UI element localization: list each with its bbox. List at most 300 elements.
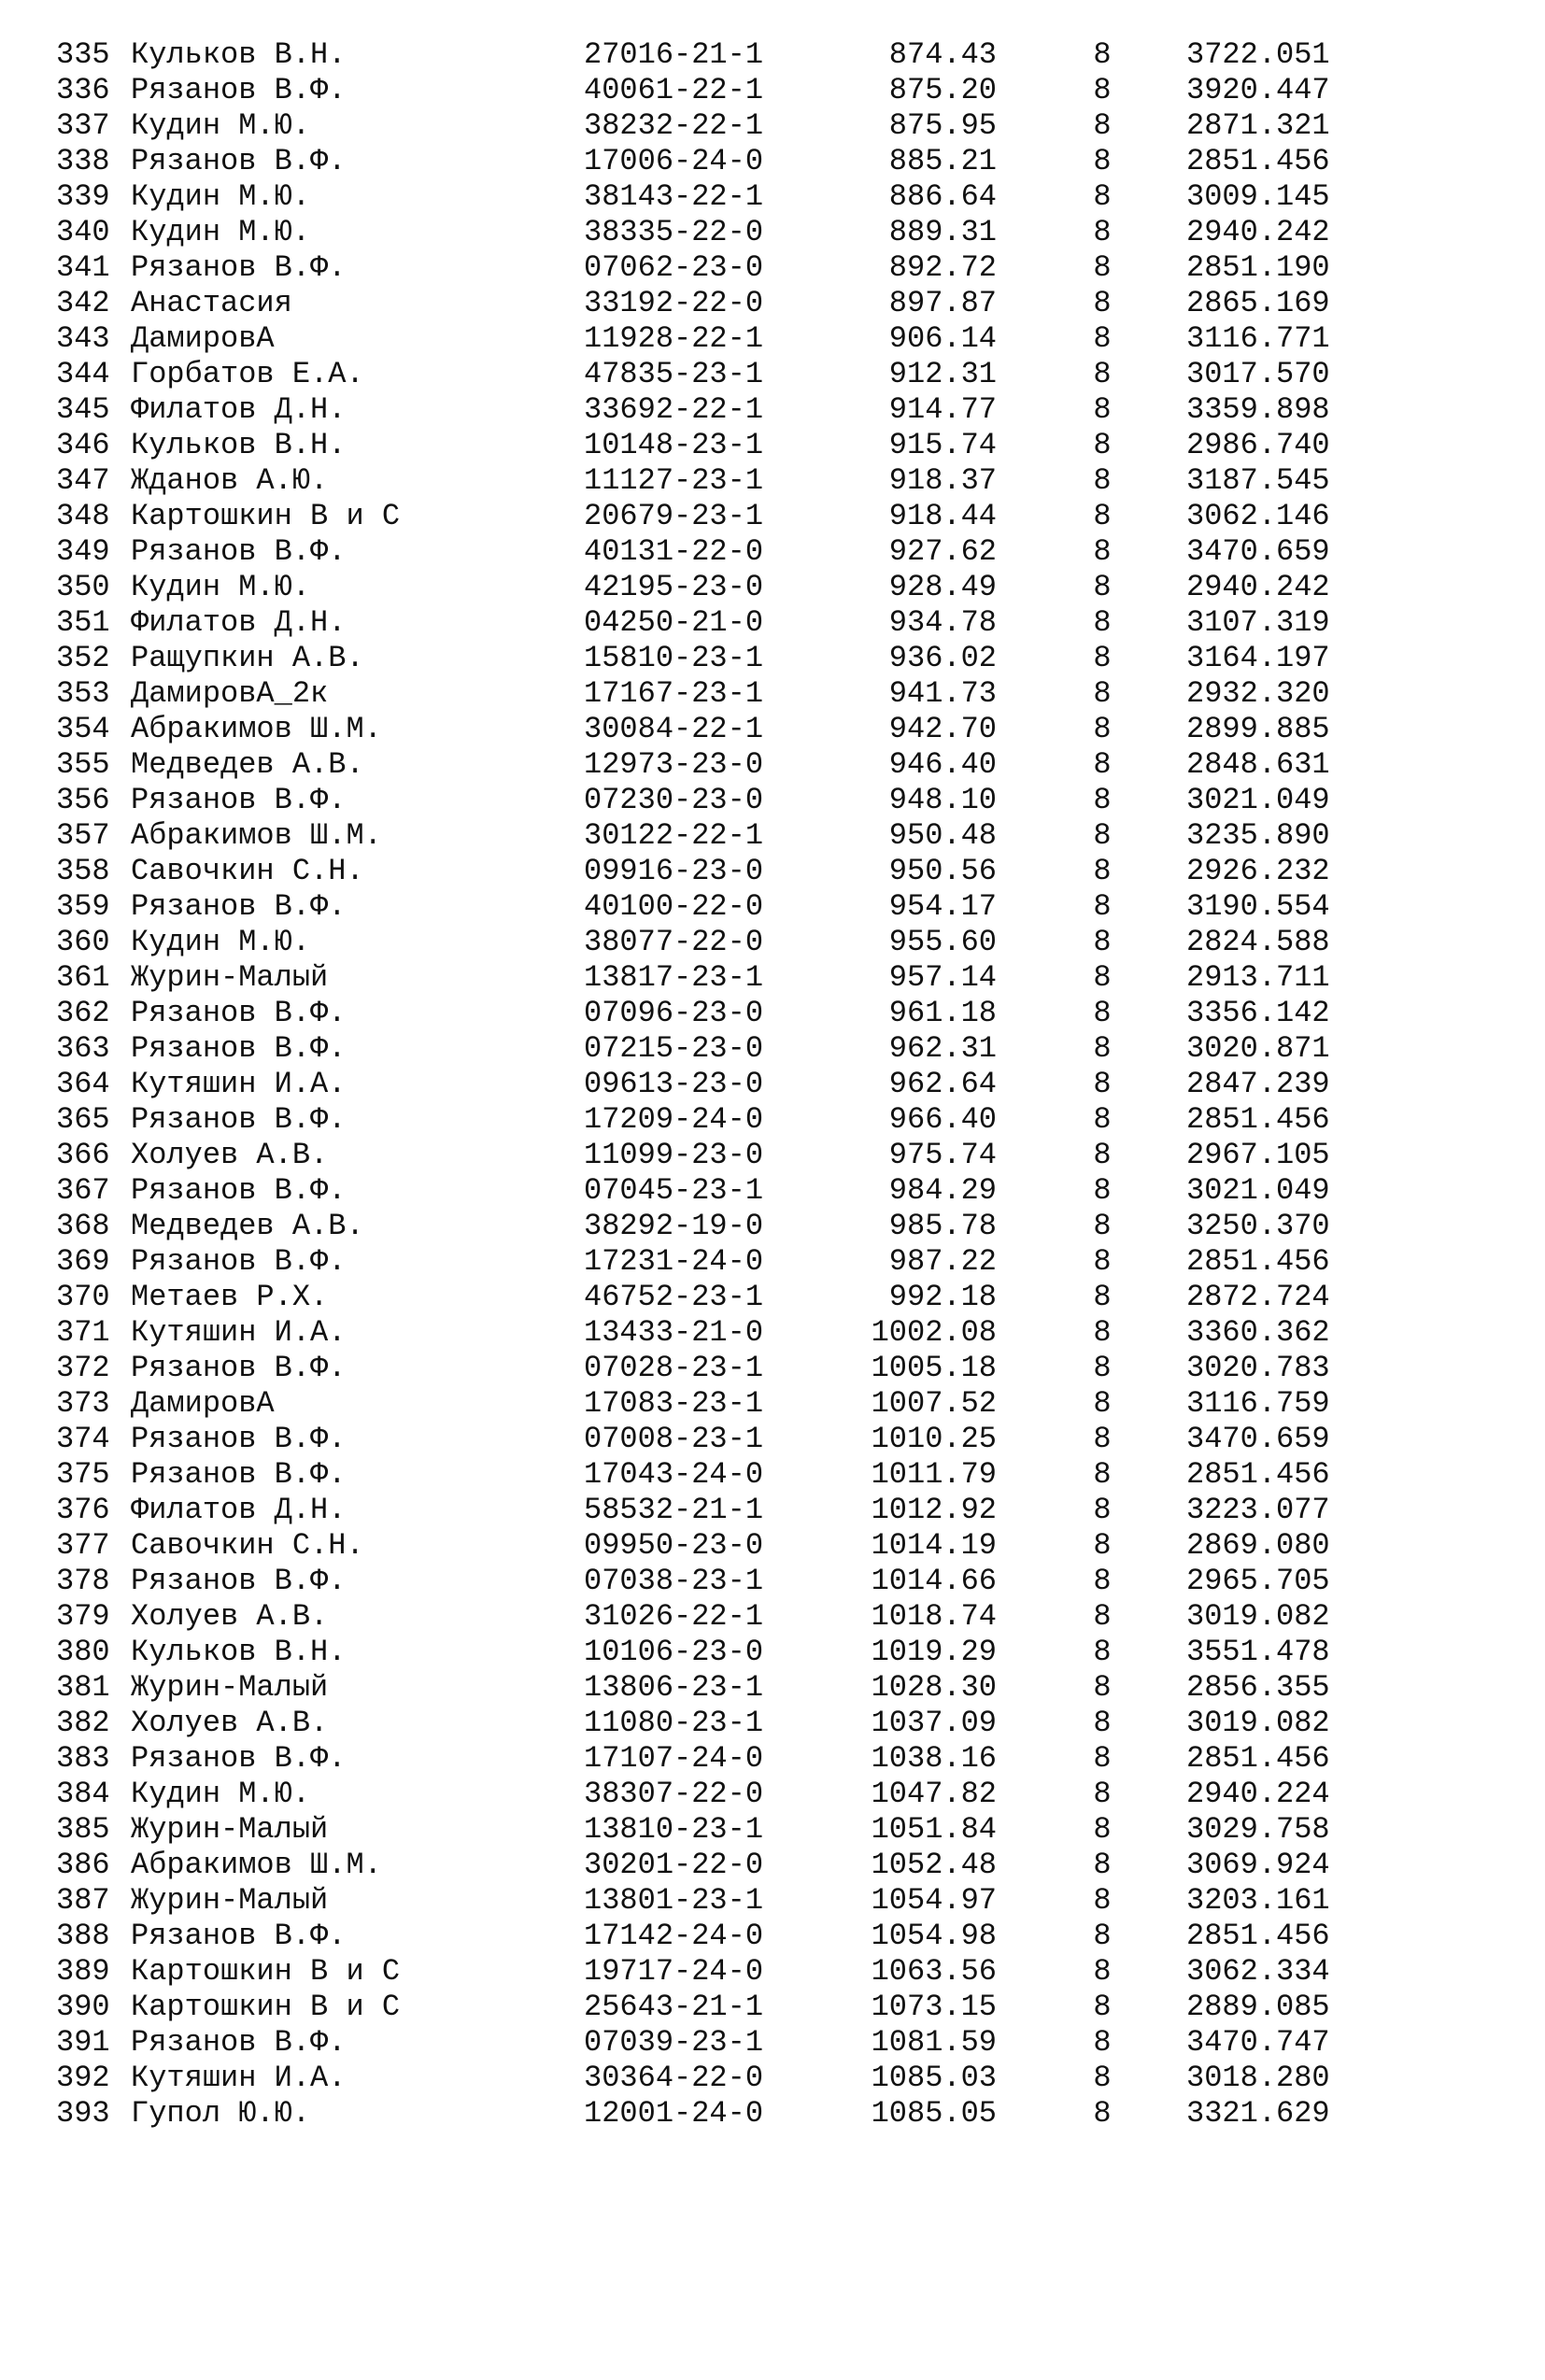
entry-code: 30364-22-0 — [584, 2061, 764, 2095]
row-number: 337 — [56, 108, 110, 143]
result-value: 1081.59 — [871, 2025, 997, 2060]
score-value: 3029.758 — [1186, 1812, 1330, 1847]
score-value: 3223.077 — [1186, 1493, 1330, 1527]
participant-name: Анастасия — [131, 286, 292, 320]
result-value: 966.40 — [888, 1102, 997, 1137]
entry-code: 11080-23-1 — [584, 1706, 764, 1740]
result-value: 1085.05 — [871, 2096, 997, 2131]
entry-code: 40100-22-0 — [584, 889, 764, 924]
table-row — [0, 392, 1545, 428]
score-value: 3020.871 — [1186, 1031, 1330, 1066]
row-number: 371 — [56, 1315, 110, 1350]
entry-code: 20679-23-1 — [584, 499, 764, 533]
row-number: 384 — [56, 1777, 110, 1811]
entry-code: 58532-21-1 — [584, 1493, 764, 1527]
table-row — [0, 783, 1545, 818]
entry-code: 38335-22-0 — [584, 215, 764, 249]
score-value: 3020.783 — [1186, 1351, 1330, 1385]
score-value: 3019.082 — [1186, 1599, 1330, 1634]
result-value: 912.31 — [888, 357, 997, 391]
score-value: 2851.456 — [1186, 1244, 1330, 1279]
table-row — [0, 534, 1545, 570]
result-value: 915.74 — [888, 428, 997, 462]
table-row — [0, 1670, 1545, 1706]
row-number: 393 — [56, 2096, 110, 2131]
class-value: 8 — [1093, 747, 1112, 782]
entry-code: 07096-23-0 — [584, 996, 764, 1030]
result-value: 961.18 — [888, 996, 997, 1030]
table-row — [0, 854, 1545, 889]
participant-name: Журин-Малый — [131, 960, 329, 995]
result-value: 950.56 — [888, 854, 997, 888]
row-number: 390 — [56, 1990, 110, 2024]
class-value: 8 — [1093, 1741, 1112, 1776]
participant-name: Горбатов Е.А. — [131, 357, 364, 391]
score-value: 2851.190 — [1186, 250, 1330, 285]
score-value: 3069.924 — [1186, 1848, 1330, 1882]
row-number: 349 — [56, 534, 110, 569]
result-value: 1010.25 — [871, 1422, 997, 1456]
table-row — [0, 108, 1545, 144]
table-row — [0, 712, 1545, 747]
entry-code: 07045-23-1 — [584, 1173, 764, 1208]
score-value: 3021.049 — [1186, 783, 1330, 817]
score-value: 3235.890 — [1186, 818, 1330, 853]
row-number: 365 — [56, 1102, 110, 1137]
entry-code: 40061-22-1 — [584, 73, 764, 107]
entry-code: 38292-19-0 — [584, 1209, 764, 1243]
class-value: 8 — [1093, 392, 1112, 427]
row-number: 348 — [56, 499, 110, 533]
result-value: 875.95 — [888, 108, 997, 143]
participant-name: ДамировА_2к — [131, 676, 329, 711]
row-number: 389 — [56, 1954, 110, 1989]
table-row — [0, 144, 1545, 179]
score-value: 3356.142 — [1186, 996, 1330, 1030]
row-number: 369 — [56, 1244, 110, 1279]
score-value: 2986.740 — [1186, 428, 1330, 462]
row-number: 350 — [56, 570, 110, 604]
row-number: 343 — [56, 321, 110, 356]
class-value: 8 — [1093, 960, 1112, 995]
row-number: 338 — [56, 144, 110, 178]
class-value: 8 — [1093, 676, 1112, 711]
row-number: 344 — [56, 357, 110, 391]
row-number: 382 — [56, 1706, 110, 1740]
participant-name: Филатов Д.Н. — [131, 605, 347, 640]
entry-code: 17142-24-0 — [584, 1919, 764, 1953]
class-value: 8 — [1093, 1351, 1112, 1385]
class-value: 8 — [1093, 2061, 1112, 2095]
class-value: 8 — [1093, 818, 1112, 853]
participant-name: Филатов Д.Н. — [131, 392, 347, 427]
table-row — [0, 1919, 1545, 1954]
table-row — [0, 1599, 1545, 1635]
participant-name: Кудин М.Ю. — [131, 925, 311, 959]
entry-code: 47835-23-1 — [584, 357, 764, 391]
class-value: 8 — [1093, 1670, 1112, 1705]
result-value: 962.31 — [888, 1031, 997, 1066]
result-value: 957.14 — [888, 960, 997, 995]
table-row — [0, 1173, 1545, 1209]
score-value: 3470.659 — [1186, 534, 1330, 569]
row-number: 388 — [56, 1919, 110, 1953]
score-value: 3321.629 — [1186, 2096, 1330, 2131]
table-row — [0, 2096, 1545, 2132]
entry-code: 19717-24-0 — [584, 1954, 764, 1989]
class-value: 8 — [1093, 428, 1112, 462]
table-row — [0, 925, 1545, 960]
participant-name: Рязанов В.Ф. — [131, 1102, 347, 1137]
result-value: 1038.16 — [871, 1741, 997, 1776]
participant-name: Холуев А.В. — [131, 1138, 329, 1172]
score-value: 3551.478 — [1186, 1635, 1330, 1669]
table-row — [0, 818, 1545, 854]
result-value: 1054.97 — [871, 1883, 997, 1918]
result-value: 975.74 — [888, 1138, 997, 1172]
entry-code: 13801-23-1 — [584, 1883, 764, 1918]
entry-code: 38232-22-1 — [584, 108, 764, 143]
row-number: 345 — [56, 392, 110, 427]
entry-code: 31026-22-1 — [584, 1599, 764, 1634]
table-row — [0, 996, 1545, 1031]
participant-name: Кутяшин И.А. — [131, 1315, 347, 1350]
table-row — [0, 605, 1545, 641]
row-number: 368 — [56, 1209, 110, 1243]
participant-name: Метаев Р.Х. — [131, 1280, 329, 1314]
row-number: 346 — [56, 428, 110, 462]
class-value: 8 — [1093, 73, 1112, 107]
row-number: 357 — [56, 818, 110, 853]
result-value: 885.21 — [888, 144, 997, 178]
table-row — [0, 1883, 1545, 1919]
score-value: 3250.370 — [1186, 1209, 1330, 1243]
result-value: 987.22 — [888, 1244, 997, 1279]
table-row — [0, 1422, 1545, 1457]
table-row — [0, 463, 1545, 499]
entry-code: 33692-22-1 — [584, 392, 764, 427]
class-value: 8 — [1093, 144, 1112, 178]
class-value: 8 — [1093, 1102, 1112, 1137]
row-number: 352 — [56, 641, 110, 675]
participant-name: Рязанов В.Ф. — [131, 1564, 347, 1598]
score-value: 3359.898 — [1186, 392, 1330, 427]
score-value: 3018.280 — [1186, 2061, 1330, 2095]
score-value: 3187.545 — [1186, 463, 1330, 498]
participant-name: Журин-Малый — [131, 1670, 329, 1705]
participant-name: Рязанов В.Ф. — [131, 534, 347, 569]
class-value: 8 — [1093, 1564, 1112, 1598]
class-value: 8 — [1093, 1848, 1112, 1882]
score-value: 3722.051 — [1186, 37, 1330, 72]
class-value: 8 — [1093, 2025, 1112, 2060]
result-value: 1014.66 — [871, 1564, 997, 1598]
entry-code: 17107-24-0 — [584, 1741, 764, 1776]
table-row — [0, 1031, 1545, 1067]
participant-name: Рязанов В.Ф. — [131, 996, 347, 1030]
participant-name: Рязанов В.Ф. — [131, 2025, 347, 2060]
participant-name: Медведев А.В. — [131, 1209, 364, 1243]
result-value: 1018.74 — [871, 1599, 997, 1634]
row-number: 361 — [56, 960, 110, 995]
results-list — [0, 37, 1545, 2132]
participant-name: Кульков В.Н. — [131, 1635, 347, 1669]
table-row — [0, 1635, 1545, 1670]
row-number: 335 — [56, 37, 110, 72]
result-value: 1085.03 — [871, 2061, 997, 2095]
row-number: 392 — [56, 2061, 110, 2095]
table-row — [0, 889, 1545, 925]
entry-code: 04250-21-0 — [584, 605, 764, 640]
table-row — [0, 1351, 1545, 1386]
result-value: 934.78 — [888, 605, 997, 640]
table-row — [0, 1493, 1545, 1528]
score-value: 2848.631 — [1186, 747, 1330, 782]
row-number: 354 — [56, 712, 110, 746]
score-value: 2967.105 — [1186, 1138, 1330, 1172]
class-value: 8 — [1093, 215, 1112, 249]
row-number: 341 — [56, 250, 110, 285]
result-value: 889.31 — [888, 215, 997, 249]
score-value: 3203.161 — [1186, 1883, 1330, 1918]
result-value: 941.73 — [888, 676, 997, 711]
row-number: 367 — [56, 1173, 110, 1208]
score-value: 2851.456 — [1186, 1102, 1330, 1137]
entry-code: 17231-24-0 — [584, 1244, 764, 1279]
result-value: 1052.48 — [871, 1848, 997, 1882]
class-value: 8 — [1093, 499, 1112, 533]
row-number: 355 — [56, 747, 110, 782]
row-number: 351 — [56, 605, 110, 640]
result-value: 874.43 — [888, 37, 997, 72]
class-value: 8 — [1093, 1457, 1112, 1492]
table-row — [0, 641, 1545, 676]
result-value: 1073.15 — [871, 1990, 997, 2024]
result-value: 928.49 — [888, 570, 997, 604]
participant-name: Картошкин В и С — [131, 1990, 401, 2024]
row-number: 383 — [56, 1741, 110, 1776]
table-row — [0, 747, 1545, 783]
table-row — [0, 1528, 1545, 1564]
row-number: 356 — [56, 783, 110, 817]
score-value: 2872.724 — [1186, 1280, 1330, 1314]
entry-code: 09950-23-0 — [584, 1528, 764, 1563]
table-row — [0, 1386, 1545, 1422]
participant-name: Жданов А.Ю. — [131, 463, 329, 498]
result-value: 897.87 — [888, 286, 997, 320]
score-value: 2889.085 — [1186, 1990, 1330, 2024]
class-value: 8 — [1093, 854, 1112, 888]
score-value: 2851.456 — [1186, 1457, 1330, 1492]
score-value: 3116.759 — [1186, 1386, 1330, 1421]
table-row — [0, 37, 1545, 73]
class-value: 8 — [1093, 570, 1112, 604]
result-value: 1037.09 — [871, 1706, 997, 1740]
result-value: 942.70 — [888, 712, 997, 746]
participant-name: Рязанов В.Ф. — [131, 144, 347, 178]
result-value: 1002.08 — [871, 1315, 997, 1350]
participant-name: Гупол Ю.Ю. — [131, 2096, 311, 2131]
class-value: 8 — [1093, 37, 1112, 72]
class-value: 8 — [1093, 1209, 1112, 1243]
score-value: 3164.197 — [1186, 641, 1330, 675]
row-number: 358 — [56, 854, 110, 888]
participant-name: Кудин М.Ю. — [131, 215, 311, 249]
entry-code: 15810-23-1 — [584, 641, 764, 675]
table-row — [0, 1280, 1545, 1315]
participant-name: Рязанов В.Ф. — [131, 250, 347, 285]
participant-name: Рязанов В.Ф. — [131, 889, 347, 924]
participant-name: Кудин М.Ю. — [131, 570, 311, 604]
score-value: 2865.169 — [1186, 286, 1330, 320]
table-row — [0, 286, 1545, 321]
row-number: 376 — [56, 1493, 110, 1527]
participant-name: Абракимов Ш.М. — [131, 818, 382, 853]
class-value: 8 — [1093, 1386, 1112, 1421]
participant-name: Рязанов В.Ф. — [131, 73, 347, 107]
score-value: 2871.321 — [1186, 108, 1330, 143]
score-value: 2940.224 — [1186, 1777, 1330, 1811]
participant-name: Филатов Д.Н. — [131, 1493, 347, 1527]
participant-name: Рязанов В.Ф. — [131, 783, 347, 817]
class-value: 8 — [1093, 286, 1112, 320]
result-value: 1012.92 — [871, 1493, 997, 1527]
class-value: 8 — [1093, 1315, 1112, 1350]
entry-code: 07039-23-1 — [584, 2025, 764, 2060]
table-row — [0, 1706, 1545, 1741]
result-value: 1011.79 — [871, 1457, 997, 1492]
table-row — [0, 250, 1545, 286]
result-value: 906.14 — [888, 321, 997, 356]
class-value: 8 — [1093, 321, 1112, 356]
participant-name: Савочкин С.Н. — [131, 1528, 364, 1563]
table-row — [0, 73, 1545, 108]
class-value: 8 — [1093, 534, 1112, 569]
result-value: 918.44 — [888, 499, 997, 533]
score-value: 3062.334 — [1186, 1954, 1330, 1989]
row-number: 339 — [56, 179, 110, 214]
entry-code: 12973-23-0 — [584, 747, 764, 782]
class-value: 8 — [1093, 1067, 1112, 1101]
participant-name: Ращупкин А.В. — [131, 641, 364, 675]
table-row — [0, 676, 1545, 712]
participant-name: Рязанов В.Ф. — [131, 1919, 347, 1953]
row-number: 360 — [56, 925, 110, 959]
entry-code: 07038-23-1 — [584, 1564, 764, 1598]
result-value: 892.72 — [888, 250, 997, 285]
class-value: 8 — [1093, 1990, 1112, 2024]
participant-name: Кульков В.Н. — [131, 37, 347, 72]
row-number: 364 — [56, 1067, 110, 1101]
entry-code: 10148-23-1 — [584, 428, 764, 462]
class-value: 8 — [1093, 2096, 1112, 2131]
participant-name: Рязанов В.Ф. — [131, 1351, 347, 1385]
score-value: 2926.232 — [1186, 854, 1330, 888]
class-value: 8 — [1093, 783, 1112, 817]
score-value: 2851.456 — [1186, 144, 1330, 178]
result-value: 1005.18 — [871, 1351, 997, 1385]
table-row — [0, 1741, 1545, 1777]
entry-code: 46752-23-1 — [584, 1280, 764, 1314]
entry-code: 30084-22-1 — [584, 712, 764, 746]
score-value: 3920.447 — [1186, 73, 1330, 107]
participant-name: Кутяшин И.А. — [131, 1067, 347, 1101]
entry-code: 42195-23-0 — [584, 570, 764, 604]
score-value: 2856.355 — [1186, 1670, 1330, 1705]
score-value: 2869.080 — [1186, 1528, 1330, 1563]
entry-code: 11928-22-1 — [584, 321, 764, 356]
entry-code: 17167-23-1 — [584, 676, 764, 711]
participant-name: Савочкин С.Н. — [131, 854, 364, 888]
score-value: 2940.242 — [1186, 215, 1330, 249]
row-number: 362 — [56, 996, 110, 1030]
entry-code: 07230-23-0 — [584, 783, 764, 817]
table-row — [0, 1848, 1545, 1883]
class-value: 8 — [1093, 179, 1112, 214]
score-value: 2940.242 — [1186, 570, 1330, 604]
score-value: 2965.705 — [1186, 1564, 1330, 1598]
class-value: 8 — [1093, 996, 1112, 1030]
table-row — [0, 428, 1545, 463]
row-number: 372 — [56, 1351, 110, 1385]
table-row — [0, 1812, 1545, 1848]
table-row — [0, 960, 1545, 996]
participant-name: Холуев А.В. — [131, 1599, 329, 1634]
table-row — [0, 1457, 1545, 1493]
entry-code: 09916-23-0 — [584, 854, 764, 888]
table-row — [0, 1244, 1545, 1280]
participant-name: Рязанов В.Ф. — [131, 1173, 347, 1208]
table-row — [0, 1067, 1545, 1102]
result-value: 914.77 — [888, 392, 997, 427]
class-value: 8 — [1093, 1954, 1112, 1989]
participant-name: Абракимов Ш.М. — [131, 712, 382, 746]
result-value: 1019.29 — [871, 1635, 997, 1669]
row-number: 359 — [56, 889, 110, 924]
row-number: 353 — [56, 676, 110, 711]
class-value: 8 — [1093, 1706, 1112, 1740]
entry-code: 07062-23-0 — [584, 250, 764, 285]
entry-code: 07008-23-1 — [584, 1422, 764, 1456]
row-number: 391 — [56, 2025, 110, 2060]
row-number: 385 — [56, 1812, 110, 1847]
result-value: 954.17 — [888, 889, 997, 924]
table-row — [0, 1209, 1545, 1244]
result-value: 985.78 — [888, 1209, 997, 1243]
class-value: 8 — [1093, 108, 1112, 143]
result-value: 936.02 — [888, 641, 997, 675]
row-number: 370 — [56, 1280, 110, 1314]
class-value: 8 — [1093, 605, 1112, 640]
participant-name: ДамировА — [131, 321, 275, 356]
class-value: 8 — [1093, 1919, 1112, 1953]
class-value: 8 — [1093, 641, 1112, 675]
table-row — [0, 179, 1545, 215]
score-value: 3009.145 — [1186, 179, 1330, 214]
result-value: 1054.98 — [871, 1919, 997, 1953]
participant-name: Кудин М.Ю. — [131, 108, 311, 143]
table-row — [0, 1138, 1545, 1173]
row-number: 373 — [56, 1386, 110, 1421]
score-value: 2824.588 — [1186, 925, 1330, 959]
class-value: 8 — [1093, 1173, 1112, 1208]
entry-code: 33192-22-0 — [584, 286, 764, 320]
class-value: 8 — [1093, 712, 1112, 746]
result-value: 918.37 — [888, 463, 997, 498]
result-value: 962.64 — [888, 1067, 997, 1101]
class-value: 8 — [1093, 250, 1112, 285]
participant-name: Кудин М.Ю. — [131, 1777, 311, 1811]
